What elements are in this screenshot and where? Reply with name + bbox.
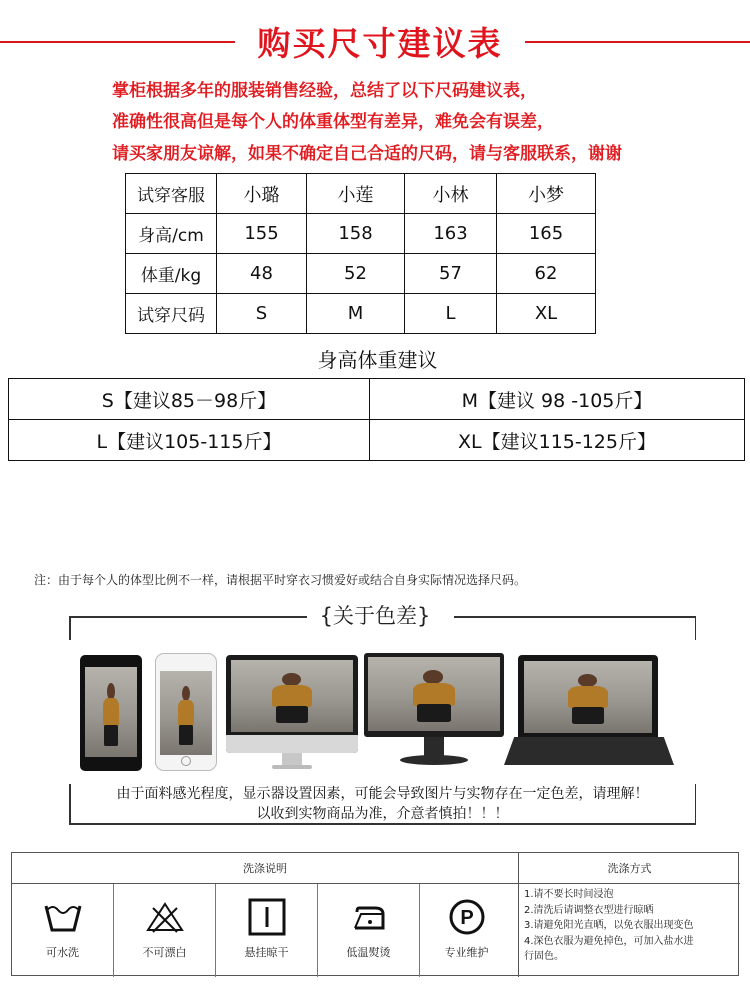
list-item: 4.深色衣服为避免掉色，可加入盐水进 [524,935,694,947]
table-header-cell: 试穿客服 [126,174,217,214]
device-screen [524,661,652,733]
care-label: 悬挂晾干 [244,946,289,959]
table-cell: L [405,294,497,334]
table-cell: M [307,294,405,334]
model-image [101,683,122,746]
svg-text:P: P [459,907,474,929]
professional-clean-icon [416,897,517,937]
table-header-row [126,174,596,214]
table-row [126,254,596,294]
care-item [12,884,113,977]
hang-dry-icon [216,897,317,937]
device-screen [231,660,353,732]
frame-line [69,616,307,618]
device-screen [160,671,212,755]
size-note: 注：由于每个人的体型比例不一样，请根据平时穿衣习惯爱好或结合自身实际情况选择尺码。 [34,573,527,587]
page-title: 购买尺寸建议表 [257,24,503,63]
size-table [125,173,596,334]
color-difference-text: 以收到实物商品为准，介意者慎拍！！！ [256,806,509,822]
table-cell: 57 [405,254,497,294]
keyboard [504,737,674,765]
care-item [114,884,215,977]
list-item: 3.请避免阳光直晒，以免衣服出现变色 [524,920,694,931]
model-image [176,686,197,745]
table-header-cell: 小林 [405,174,497,214]
table-row [9,420,745,461]
care-item [416,884,517,977]
list-item: 2.清洗后请调整衣型进行晾晒 [524,904,654,916]
frame-line [69,616,71,640]
table-cell: 体重/kg [126,254,217,294]
table-cell: 48 [217,254,307,294]
table-cell: S【建议85－98斤】 [9,379,370,420]
care-label: 低温熨烫 [346,946,391,959]
color-difference-title: {关于色差} [319,604,431,628]
frame-line [69,823,696,825]
header-line-left [0,41,235,43]
table-cell: 165 [497,214,596,254]
list-item: 1.请不要长时间浸泡 [524,889,614,900]
table-cell: 155 [217,214,307,254]
care-item [216,884,317,977]
header-line-right [525,41,750,43]
care-label: 专业维护 [444,946,489,959]
table-cell: 52 [307,254,405,294]
frame-line [695,616,697,640]
table-header-cell: 小梦 [497,174,596,214]
intro-line-1: 掌柜根据多年的服装销售经验，总结了以下尺码建议表， [112,81,537,101]
list-item: 行固色。 [524,951,564,962]
model-image [268,673,317,723]
low-iron-icon [318,897,419,937]
care-label: 不可漂白 [142,946,187,959]
home-button-icon [181,756,191,766]
color-difference-text: 由于面料感光程度，显示器设置因素，可能会导致图片与实物存在一定色差，请理解！ [116,786,649,802]
table-cell: S [217,294,307,334]
table-cell: 试穿尺码 [126,294,217,334]
monitor-icon [364,653,504,771]
table-cell: 163 [405,214,497,254]
device-screen [85,667,137,757]
table-cell: XL【建议115-125斤】 [370,420,745,461]
device-screen [368,657,500,731]
table-row [9,379,745,420]
desktop-computer-icon [226,655,358,773]
washing-methods-list [524,887,736,965]
recommendation-table [8,378,745,461]
table-cell: M【建议 98 -105斤】 [370,379,745,420]
table-row [126,294,596,334]
table-cell: 158 [307,214,405,254]
washing-method-header: 洗涤方式 [607,862,652,875]
frame-line [454,616,696,618]
table-header-cell: 小璐 [217,174,307,214]
hand-wash-icon [12,897,113,937]
care-item [318,884,419,977]
table-cell: L【建议105-115斤】 [9,420,370,461]
phone-icon [80,655,142,771]
table-cell: 身高/cm [126,214,217,254]
table-cell: 62 [497,254,596,294]
laptop-icon [504,655,674,771]
recommendation-title: 身高体重建议 [317,348,438,372]
washing-instructions-header: 洗涤说明 [243,862,287,875]
table-header-cell: 小莲 [307,174,405,214]
table-cell: XL [497,294,596,334]
intro-line-3: 请买家朋友谅解，如果不确定自己合适的尺码，请与客服联系，谢谢 [112,144,622,164]
model-image [562,674,613,724]
smartphone-icon [155,653,217,771]
washing-table [11,852,739,976]
intro-line-2: 准确性很高但是每个人的体重体型有差异，难免会有误差， [112,112,554,132]
no-bleach-icon [114,897,215,937]
table-row [126,214,596,254]
care-label: 可水洗 [46,946,79,959]
model-image [408,670,461,722]
